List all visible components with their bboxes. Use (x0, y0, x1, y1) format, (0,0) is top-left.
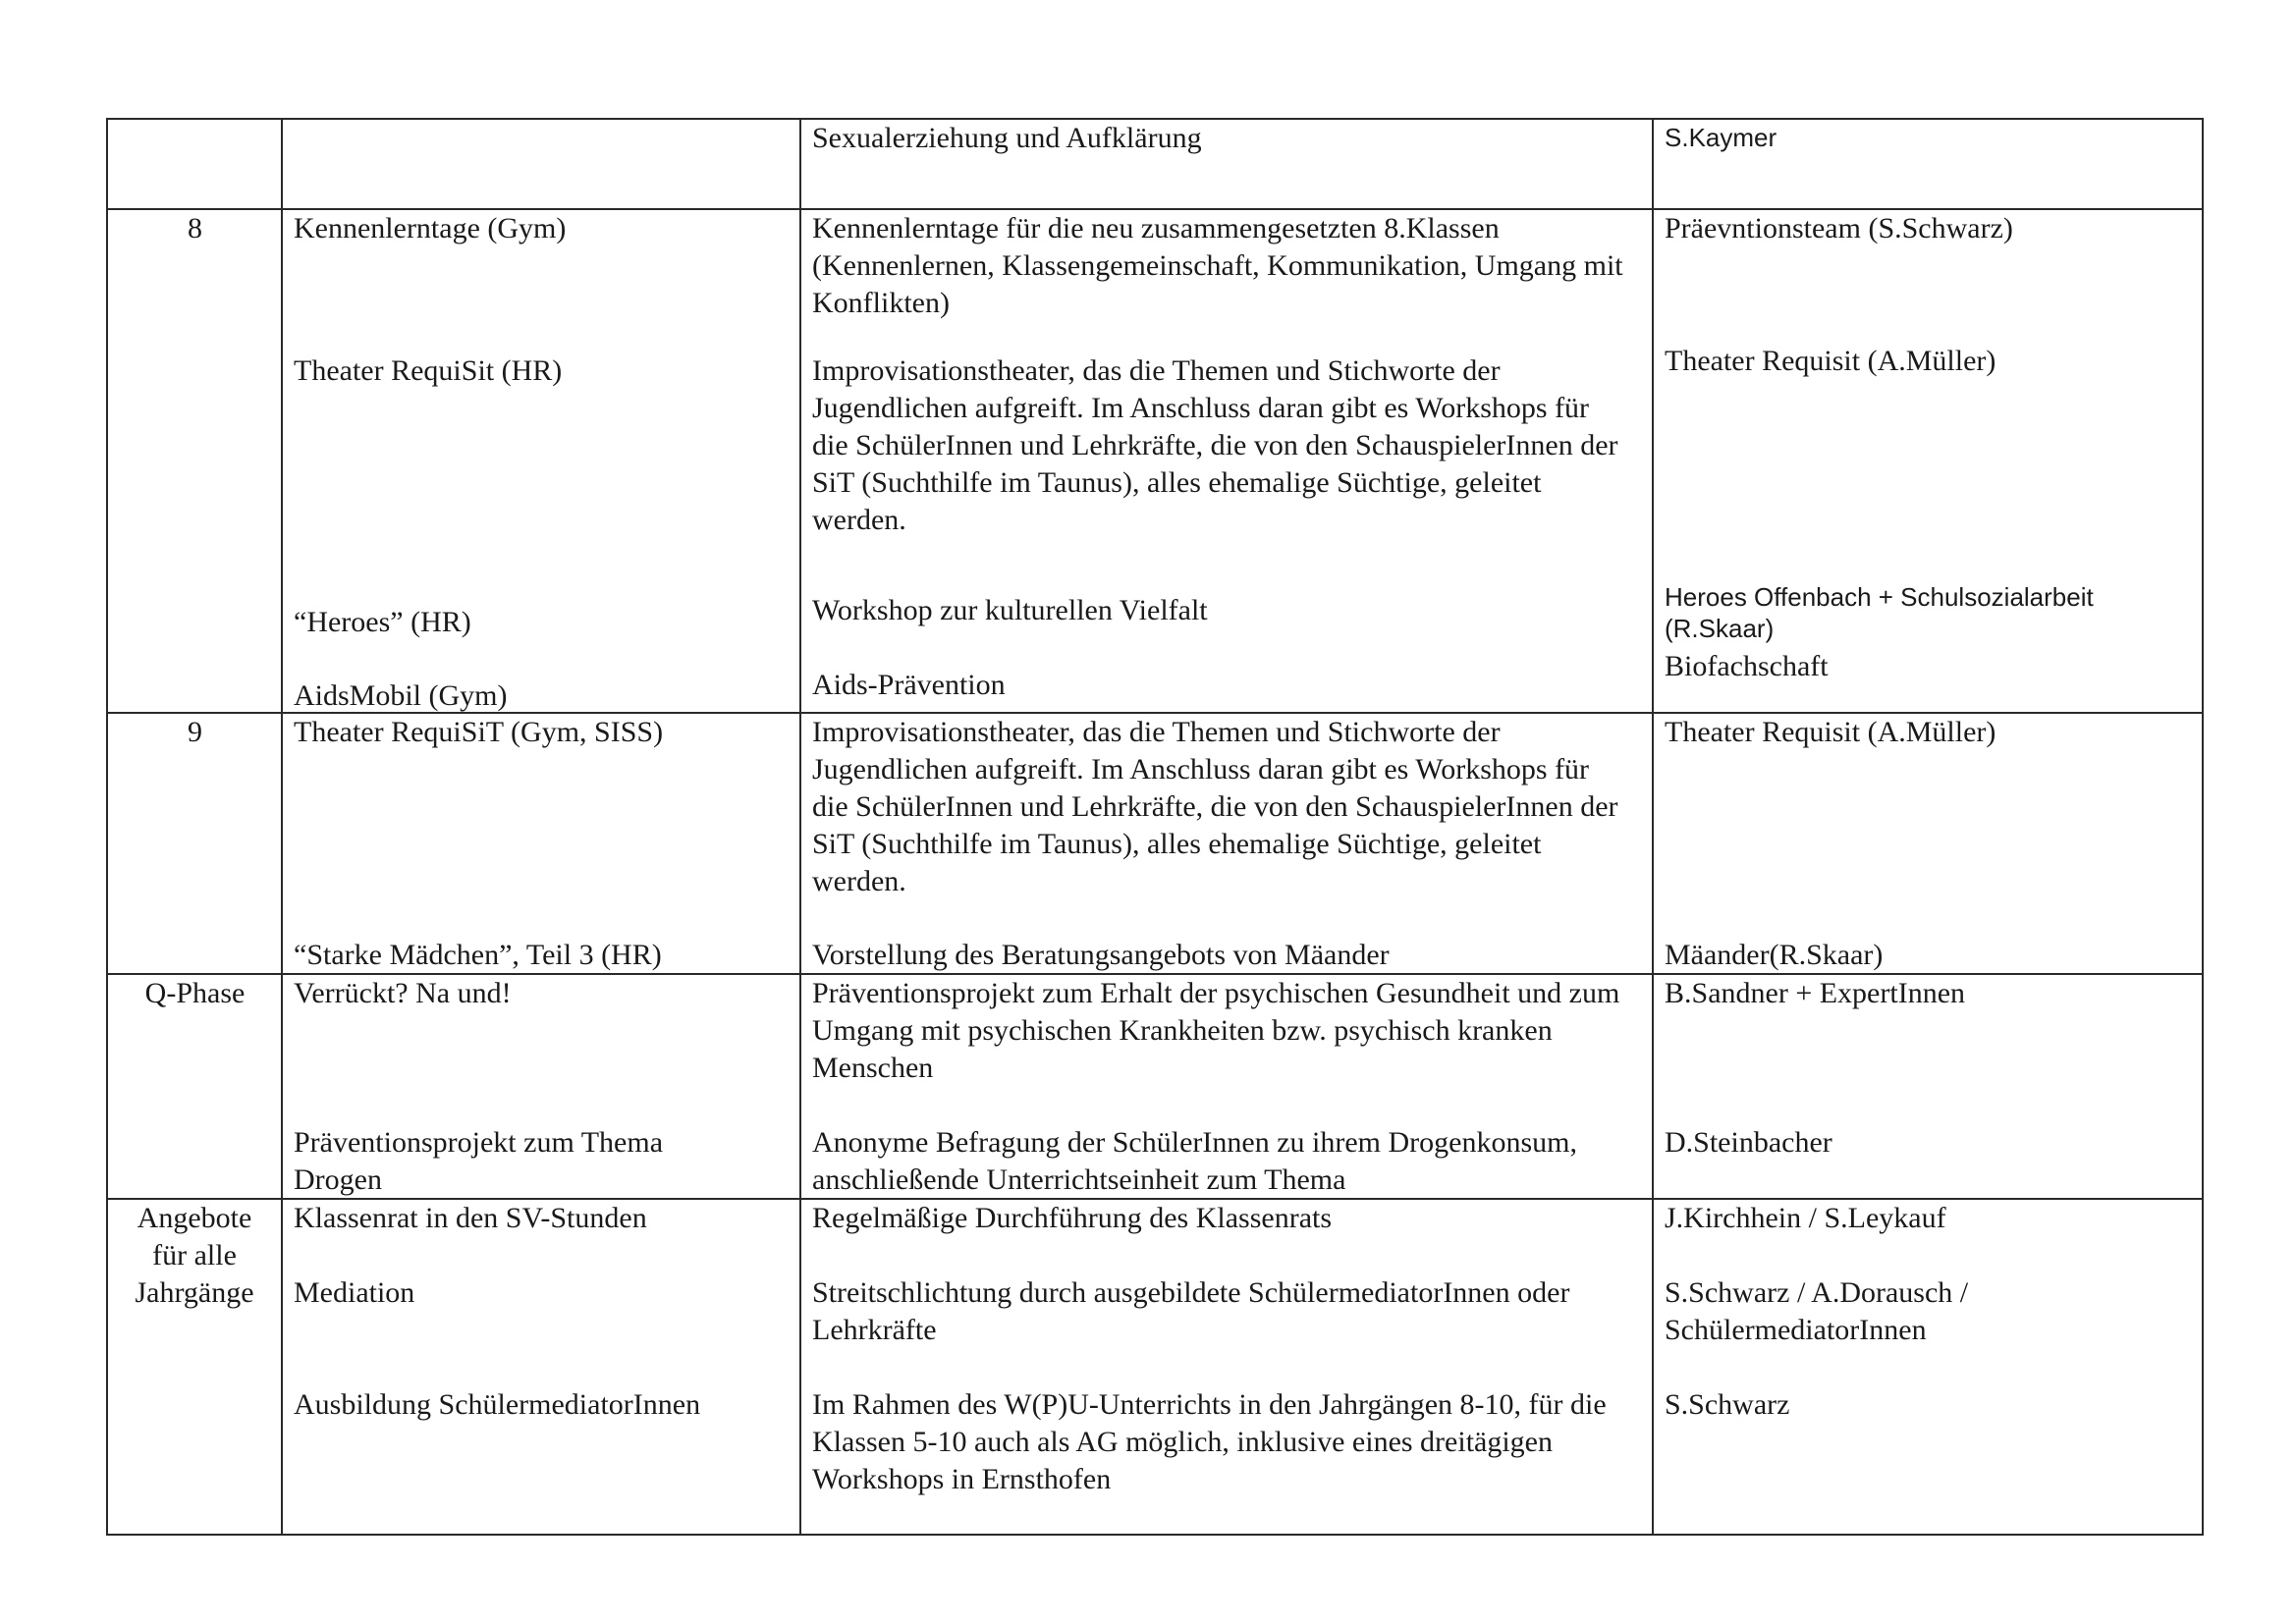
contact-cell (1653, 119, 2203, 209)
program-name: “Heroes” (HR) (294, 606, 471, 638)
program-cell (282, 713, 800, 974)
description-cell (800, 974, 1653, 1199)
program-cell (282, 1199, 800, 1535)
grade-cell: 8 (107, 209, 282, 713)
program-name: Verrückt? Na und! (294, 977, 512, 1009)
contact-text: Präevntionsteam (S.Schwarz) (1665, 212, 2013, 244)
description-text: Anonyme Befragung der SchülerInnen zu ihrem Drogenkonsum, anschließende Unterrichtseinheit zum Thema (812, 1126, 1577, 1196)
contact-cell (1653, 713, 2203, 974)
contact-text: Biofachschaft (1665, 650, 1829, 682)
description-text: Vorstellung des Beratungsangebots von Mäander (812, 939, 1390, 971)
description-cell (800, 713, 1653, 974)
contact-cell (1653, 974, 2203, 1199)
contact-text: S.Schwarz (1665, 1388, 1790, 1421)
grade-cell: Angebote für alle Jahrgänge (107, 1199, 282, 1535)
contact-cell (1653, 1199, 2203, 1535)
description-cell (800, 119, 1653, 209)
table-row (107, 119, 2203, 209)
contact-text: Theater Requisit (A.Müller) (1665, 716, 1996, 748)
contact-text: J.Kirchhein / S.Leykauf (1665, 1202, 1946, 1234)
program-name: Mediation (294, 1276, 415, 1309)
contact-text: Theater Requisit (A.Müller) (1665, 345, 1996, 377)
program-name: Klassenrat in den SV-Stunden (294, 1202, 647, 1234)
program-name: Kennenlerntage (Gym) (294, 212, 567, 244)
contact-text: Mäander(R.Skaar) (1665, 939, 1884, 971)
contact-text: S.Kaymer (1665, 123, 1777, 152)
description-text: Improvisationstheater, das die Themen und Stichworte der Jugendlichen aufgreift. Im Anschluss daran gibt es Workshops für die SchülerInnen und Lehrkräfte, die von den SchauspielerInnen der SiT (Suchthilfe im Taunus), alles ehemalige Süchtige, geleitet werden. (812, 354, 1618, 536)
grade-cell: Q-Phase (107, 974, 282, 1199)
program-cell (282, 119, 800, 209)
grade-cell: 9 (107, 713, 282, 974)
prevention-table (106, 118, 2204, 1536)
description-text: Im Rahmen des W(P)U-Unterrichts in den Jahrgängen 8-10, für die Klassen 5-10 auch als AG möglich, inklusive eines dreitägigen Workshops in Ernsthofen (812, 1388, 1607, 1495)
description-text: Streitschlichtung durch ausgebildete SchülermediatorInnen oder Lehrkräfte (812, 1276, 1570, 1346)
description-text: Sexualerziehung und Aufklärung (812, 122, 1202, 154)
table-row (107, 209, 2203, 713)
description-text: Präventionsprojekt zum Erhalt der psychischen Gesundheit und zum Umgang mit psychischen Krankheiten bzw. psychisch kranken Menschen (812, 977, 1620, 1084)
program-cell (282, 209, 800, 713)
program-name: Theater RequiSiT (Gym, SISS) (294, 716, 664, 748)
description-text: Regelmäßige Durchführung des Klassenrats (812, 1202, 1333, 1234)
table-row (107, 713, 2203, 974)
table-row (107, 974, 2203, 1199)
program-name: AidsMobil (Gym) (294, 679, 508, 712)
table-row (107, 1199, 2203, 1535)
program-name: Präventionsprojekt zum Thema Drogen (294, 1126, 664, 1196)
description-text: Kennenlerntage für die neu zusammengesetzten 8.Klassen (Kennenlernen, Klassengemeinschaft, Kommunikation, Umgang mit Konflikten) (812, 212, 1623, 319)
program-cell (282, 974, 800, 1199)
contact-text: D.Steinbacher (1665, 1126, 1832, 1159)
contact-text: S.Schwarz / A.Dorausch / SchülermediatorInnen (1665, 1276, 1969, 1346)
grade-cell (107, 119, 282, 209)
contact-text: Heroes Offenbach + Schulsozialarbeit (R.Skaar) (1665, 582, 2094, 643)
description-cell (800, 1199, 1653, 1535)
program-name: Theater RequiSit (HR) (294, 354, 563, 387)
description-text: Aids-Prävention (812, 669, 1006, 701)
program-name: “Starke Mädchen”, Teil 3 (HR) (294, 939, 662, 971)
description-text: Improvisationstheater, das die Themen und Stichworte der Jugendlichen aufgreift. Im Anschluss daran gibt es Workshops für die SchülerInnen und Lehrkräfte, die von den SchauspielerInnen der SiT (Suchthilfe im Taunus), alles ehemalige Süchtige, geleitet werden. (812, 716, 1618, 897)
description-text: Workshop zur kulturellen Vielfalt (812, 594, 1208, 626)
contact-cell (1653, 209, 2203, 713)
program-name: Ausbildung SchülermediatorInnen (294, 1388, 701, 1421)
description-cell (800, 209, 1653, 713)
contact-text: B.Sandner + ExpertInnen (1665, 977, 1966, 1009)
